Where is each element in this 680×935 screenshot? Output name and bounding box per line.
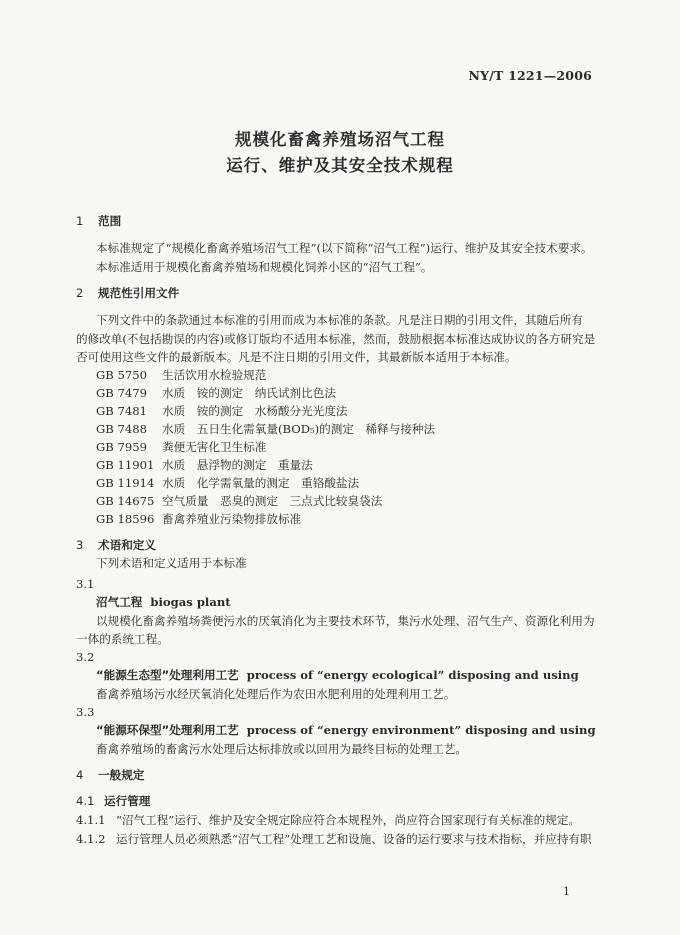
term-definition: 畜禽养殖场的畜禽污水处理后达标排放或以回用为最终目标的处理工艺。 — [96, 742, 468, 756]
paragraph: 本标准规定了“规模化畜禽养殖场沼气工程”(以下简称“沼气工程”)运行、维护及其安全技术要求。 — [96, 241, 593, 255]
paragraph: 的修改单(不包括勘误的内容)或修订版均不适用本标准，然而，鼓励根据本标准达成协议的各方研究是 — [76, 332, 596, 346]
clause-4-1-1: 4.1.1 “沼气工程”运行、维护及安全规定除应符合本规程外，尚应符合国家现行有关标准的规定。 — [76, 813, 581, 827]
page-number: 1 — [563, 885, 570, 898]
document-title-line2: 运行、维护及其安全技术规程 — [226, 156, 454, 175]
standard-code: NY/T 1221—2006 — [468, 68, 592, 83]
section-heading-4: 4 一般规定 — [76, 768, 145, 782]
section-heading-1: 1 范围 — [76, 214, 122, 228]
reference-item: GB 7959 粪便无害化卫生标准 — [96, 440, 267, 454]
clause-number: 3.3 — [76, 705, 95, 719]
reference-item: GB 7488 水质 五日生化需氧量(BOD₅)的测定 稀释与接种法 — [96, 422, 436, 436]
paragraph: 本标准适用于规模化畜禽养殖场和规模化饲养小区的“沼气工程”。 — [96, 260, 433, 274]
clause-number: 3.1 — [76, 577, 95, 591]
reference-item: GB 18596 畜禽养殖业污染物排放标准 — [96, 512, 302, 526]
document-title-line1: 规模化畜禽养殖场沼气工程 — [235, 130, 445, 149]
section-heading-3: 3 术语和定义 — [76, 538, 156, 552]
term-definition: 以规模化畜禽养殖场粪便污水的厌氧消化为主要技术环节，集污水处理、沼气生产、资源化利用为 — [96, 614, 595, 628]
reference-item: GB 11914 水质 化学需氧量的测定 重铬酸盐法 — [96, 476, 360, 490]
reference-item: GB 7479 水质 铵的测定 纳氏试剂比色法 — [96, 386, 336, 400]
paragraph: 下列术语和定义适用于本标准 — [96, 556, 247, 570]
reference-item: GB 5750 生活饮用水检验规范 — [96, 368, 267, 382]
subsection-heading: 4.1 运行管理 — [76, 794, 151, 808]
term-entry: 沼气工程 biogas plant — [96, 595, 231, 609]
reference-item: GB 7481 水质 铵的测定 水杨酸分光光度法 — [96, 404, 348, 418]
reference-item: GB 14675 空气质量 恶臭的测定 三点式比较臭袋法 — [96, 494, 383, 508]
term-definition: 一体的系统工程。 — [76, 632, 169, 646]
paragraph: 否可使用这些文件的最新版本。凡是不注日期的引用文件，其最新版本适用于本标准。 — [76, 350, 517, 364]
section-heading-2: 2 规范性引用文件 — [76, 286, 180, 300]
clause-number: 3.2 — [76, 650, 95, 664]
reference-item: GB 11901 水质 悬浮物的测定 重量法 — [96, 458, 313, 472]
term-entry: “能源生态型”处理利用工艺 process of “energy ecological” disposing and using — [96, 668, 579, 682]
term-definition: 畜禽养殖场污水经厌氧消化处理后作为农田水肥利用的处理利用工艺。 — [96, 687, 456, 701]
paragraph: 下列文件中的条款通过本标准的引用而成为本标准的条款。凡是注日期的引用文件，其随后所有 — [96, 313, 583, 327]
clause-4-1-2: 4.1.2 运行管理人员必须熟悉“沼气工程”处理工艺和设施、设备的运行要求与技术指标，并应持有职 — [76, 832, 592, 846]
term-entry: “能源环保型”处理利用工艺 process of “energy environment” disposing and using — [96, 723, 596, 737]
